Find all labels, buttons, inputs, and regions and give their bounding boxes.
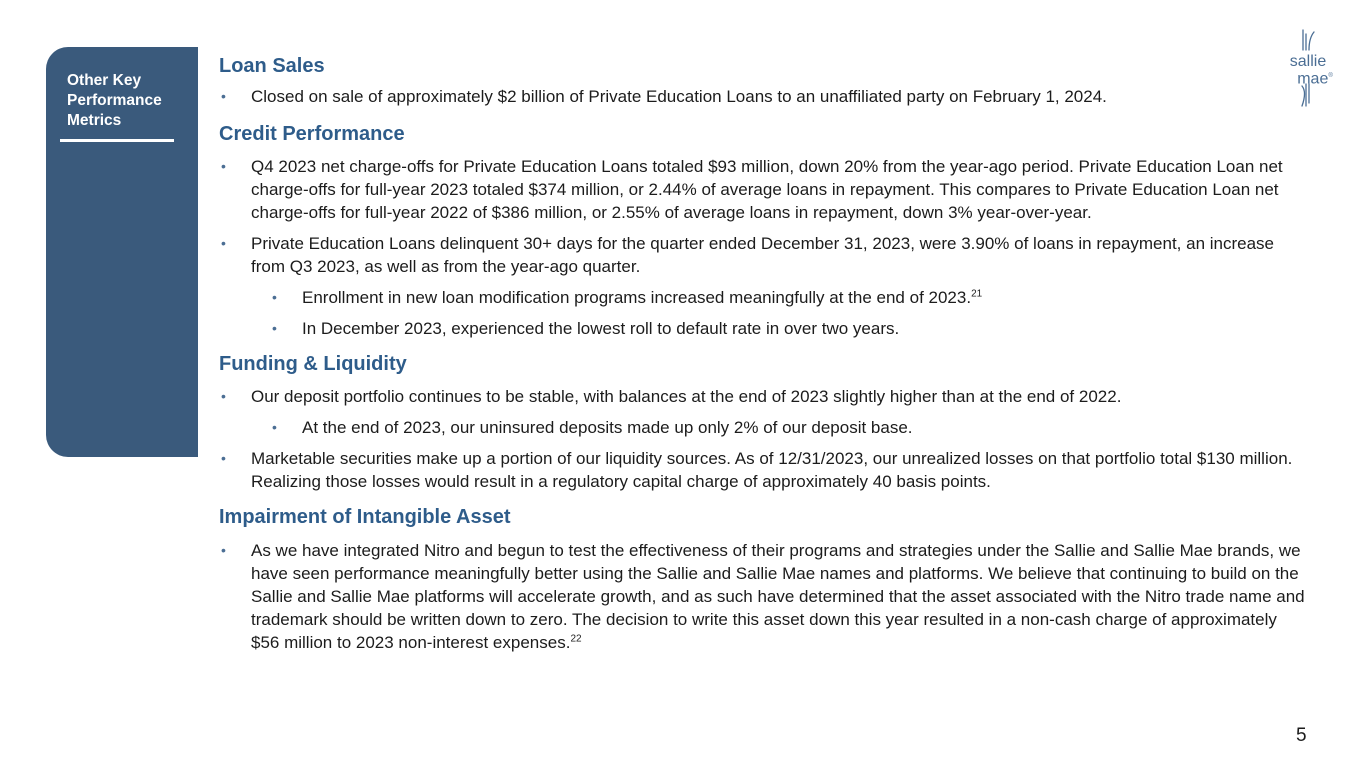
- logo-line-1: sallie: [1289, 53, 1327, 70]
- bullet-delinquencies: • Private Education Loans delinquent 30+ days for the quarter ended December 31, 2023, were 3.90% of loans in repayment, an increase from Q3 2023, as well as from the year-ago quarter.: [219, 232, 1309, 278]
- subbullet-loan-modification: [219, 286, 1309, 309]
- slide-content: [219, 52, 1309, 654]
- footnote-ref-21: 21: [971, 288, 983, 300]
- subbullet-uninsured-deposits: • At the end of 2023, our uninsured deposits made up only 2% of our deposit base.: [219, 416, 1309, 439]
- heading-loan-sales: Loan Sales: [219, 55, 325, 77]
- bullet-net-charge-offs: • Q4 2023 net charge-offs for Private Education Loans totaled $93 million, down 20% from the year-ago period. Private Education Loan net charge-offs for full-year 2023 totaled $374 million, or 2.44% of average loans in repayment. This compares to Private Education Loan net charge-offs for full-year 2022 of $386 million, or 2.55% of average loans in repayment, down 3% year-over-year.: [219, 155, 1309, 224]
- sidebar-title: Other Key Performance Metrics: [67, 72, 162, 129]
- sidebar-divider: [60, 139, 174, 142]
- footnote-ref-22: 22: [570, 633, 582, 645]
- logo-registered-mark: ®: [1328, 73, 1333, 79]
- bullet-marketable-securities: • Marketable securities make up a portion of our liquidity sources. As of 12/31/2023, our unrealized losses on that portfolio total $130 million. Realizing those losses would result in a regulatory capital charge of approximately 40 basis points.: [219, 447, 1309, 493]
- bullet-impairment: [219, 539, 1309, 654]
- heading-credit-performance: Credit Performance: [219, 123, 405, 145]
- subbullet-roll-to-default: • In December 2023, experienced the lowest roll to default rate in over two years.: [219, 317, 1309, 340]
- heading-funding-liquidity: Funding & Liquidity: [219, 353, 407, 375]
- bullet-deposit-portfolio: • Our deposit portfolio continues to be stable, with balances at the end of 2023 slightly higher than at the end of 2022.: [219, 385, 1309, 408]
- subbullet-loan-modification-text: Enrollment in new loan modification programs increased meaningfully at the end of 2023.: [302, 288, 972, 307]
- page-number: 5: [1296, 725, 1307, 746]
- bullet-loan-sales: • Closed on sale of approximately $2 billion of Private Education Loans to an unaffiliated party on February 1, 2024.: [219, 85, 1309, 108]
- sidebar-tab: [46, 47, 198, 457]
- bullet-impairment-text: As we have integrated Nitro and begun to test the effectiveness of their programs and strategies under the Sallie and Sallie Mae brands, we have seen performance meaningfully better using the Sallie and Sallie Mae names and platforms. We believe that continuing to build on the Sallie and Sallie Mae platforms will accelerate growth, and as such have determined that the asset associated with the Nitro trade name and trademark should be written down to zero. The decision to write this asset down this year resulted in a non-cash charge of approximately $56 million to 2023 non-interest expenses.: [251, 541, 1305, 652]
- heading-impairment: Impairment of Intangible Asset: [219, 506, 511, 528]
- logo-line-2: mae: [1297, 70, 1329, 88]
